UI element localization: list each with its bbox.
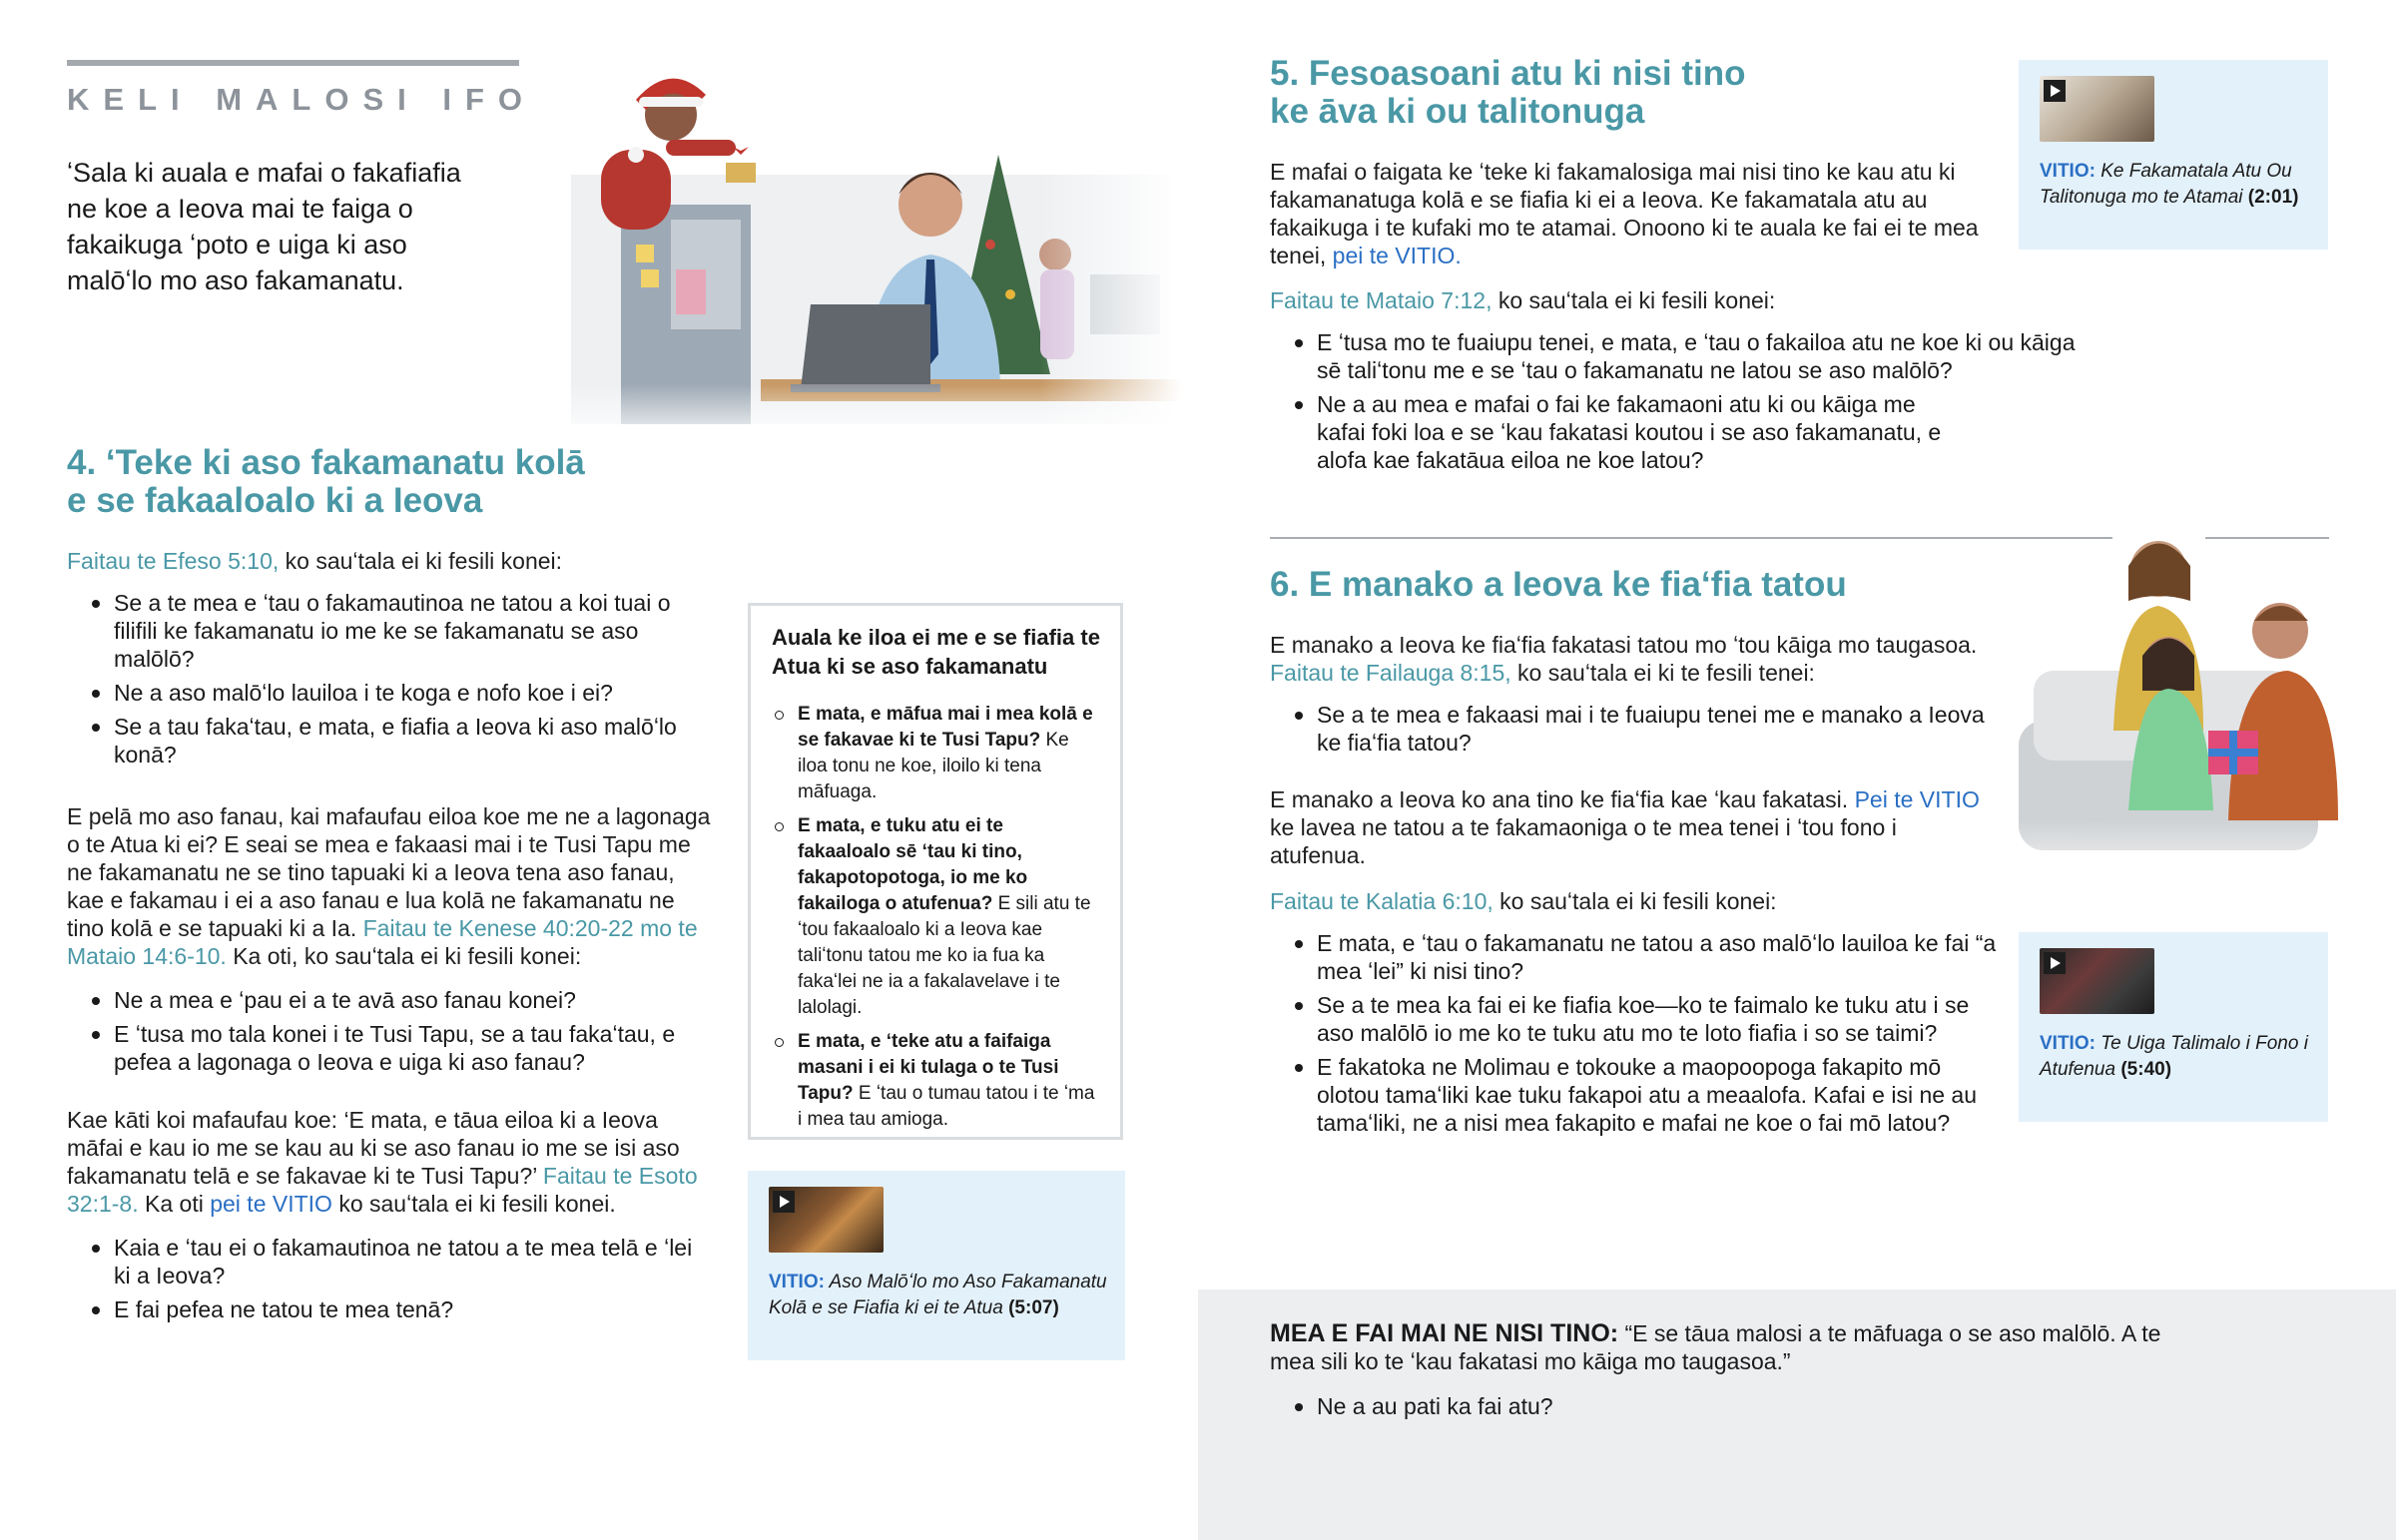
- section6-read2-ref[interactable]: Faitau te Kalatia 6:10,: [1270, 888, 1494, 914]
- section5-video-link[interactable]: pei te VITIO.: [1332, 243, 1462, 268]
- list-item: Ne a au mea e mafai o fai ke fakamaoni atu ki ou kāiga me kafai foki loa e se ʻkau fakatasi koutou i se aso fakamanatu, e alofa kae fakatāua eiloa ne koe latou?: [1270, 390, 1966, 474]
- sidebox-item-answer: E ʻtau o tumau tatou i te ʻma i mea tau amioga.: [798, 1083, 1095, 1130]
- section5-read-ref[interactable]: Faitau te Mataio 7:12,: [1270, 287, 1493, 313]
- video-caption: [769, 1270, 1108, 1321]
- section4-bullets2: [67, 986, 706, 1082]
- footer-bullets: [1270, 1392, 1969, 1426]
- video-duration: (5:40): [2120, 1059, 2172, 1080]
- video-label: VITIO:: [2040, 161, 2096, 182]
- section4-para2-video-link[interactable]: pei te VITIO: [210, 1191, 332, 1217]
- section4-para2-text: Kae kāti koi mafaufau koe: ‘E mata, e tāua eiloa ki a Ieova māfai e kau io me se kau au ki se aso fanau io me se isi aso fakamanatu telā e se fakavae ki te Tusi Tapu?’: [67, 1107, 680, 1189]
- office-christmas-illustration: [511, 55, 1182, 444]
- section5-bullets: [1270, 328, 2089, 480]
- sidebox-item: [772, 702, 1096, 805]
- section4-para2-ref[interactable]: Faitau te Esoto 32:1-8.: [67, 1163, 698, 1217]
- section6-bullets2: [1270, 929, 1999, 1143]
- video-caption: [2040, 1031, 2319, 1083]
- section4-read1: [67, 547, 726, 575]
- section5-heading: 5. Fesoasoani atu ki nisi tino ke āva ki ou talitonuga: [1270, 54, 1746, 131]
- list-item: Ne a mea e ʻpau ei a te avā aso fanau konei?: [67, 986, 706, 1014]
- video-thumbnail[interactable]: [2040, 76, 2154, 142]
- list-item: Se a te mea e fakaasi mai i te fuaiupu tenei me e manako a Ieova ke fiaʻfia tatou?: [1270, 701, 1999, 757]
- sidebox-item-question: E mata, e tuku atu ei te fakaaloalo sē ʻtau ki tino, fakapotopotoga, io me ko fakailoga o atufenua?: [798, 815, 1028, 914]
- play-icon[interactable]: [2044, 952, 2066, 974]
- section6-para2: [1270, 785, 1989, 869]
- section6-para2-end: ke lavea ne tatou a te fakamaoniga o te mea tenei i ʻtou fono i atufenua.: [1270, 814, 1897, 868]
- footer-panel: [1198, 1289, 2396, 1540]
- section6-para1: [1270, 631, 1999, 687]
- sidebox-item-question: E mata, e māfua mai i mea kolā e se fakavae ki te Tusi Tapu?: [798, 704, 1093, 751]
- section6-read2: [1270, 887, 1989, 915]
- sidebox-item-answer: Ke iloa tonu ne koe, iloilo ki tena māfuaga.: [798, 730, 1069, 802]
- video-card-hospitality[interactable]: [2019, 932, 2328, 1122]
- intro-title: KELI MALOSI IFO: [67, 82, 537, 117]
- section4-para1: [67, 802, 716, 970]
- footer-quote: “E se tāua malosi a te māfuaga o se aso malōlō. A te mea sili ko te ʻkau fakatasi mo kāiga mo taugasoa.”: [1270, 1320, 2161, 1374]
- video-title[interactable]: Te Uiga Talimalo i Fono i Atufenua: [2040, 1033, 2308, 1080]
- section4-para2: [67, 1106, 716, 1218]
- section4-bullets3: [67, 1234, 706, 1329]
- sidebox-title: Auala ke iloa ei me e se fiafia te Atua ki se aso fakamanatu: [772, 625, 1100, 679]
- footer-label: MEA E FAI MAI NE NISI TINO:: [1270, 1319, 1619, 1347]
- list-item: Ne a aso malōʻlo lauiloa i te koga e nofo koe i ei?: [67, 679, 706, 707]
- video-duration: (5:07): [1008, 1297, 1059, 1318]
- sidebox-item-answer: E sili atu te ʻtou fakaaloalo ki a Ieova kae taliʻtonu tatou me ko ia fua ka fakaʻlei ne ia a fakalavelave i te lalolagi.: [798, 893, 1091, 1018]
- section5-para: [1270, 158, 1989, 269]
- section6-para2-text: E manako a Ieova ko ana tino ke fiaʻfia kae ʻkau fakatasi.: [1270, 786, 1849, 812]
- section4-bullets1: [67, 589, 706, 774]
- play-icon[interactable]: [2044, 80, 2066, 102]
- video-label: VITIO:: [2040, 1033, 2096, 1054]
- sidebox-item: [772, 1029, 1096, 1133]
- section4-heading: 4. ʻTeke ki aso fakamanatu kolā e se fakaaloalo ki a Ieova: [67, 443, 585, 520]
- list-item: Se a te mea e ʻtau o fakamautinoa ne tatou a koi tuai o filifili ke fakamanatu io me ke se fakamanatu se aso malōlō?: [67, 589, 706, 673]
- play-icon[interactable]: [773, 1191, 795, 1213]
- section6-para1-text: E manako a Ieova ke fiaʻfia fakatasi tatou mo ʻtou kāiga mo taugasoa.: [1270, 632, 1978, 658]
- section6-read2-rest: ko sauʻtala ei ki fesili konei:: [1493, 888, 1777, 914]
- section4-read1-rest: ko sauʻtala ei ki fesili konei:: [279, 548, 563, 574]
- list-item: E ʻtusa mo tala konei i te Tusi Tapu, se a tau fakaʻtau, e pefea a lagonaga o Ieova e uiga ki aso fanau?: [67, 1020, 706, 1076]
- list-item: E ʻtusa mo te fuaiupu tenei, e mata, e ʻtau o fakailoa atu ne koe ki ou kāiga sē taliʻtonu me e se ʻtau o fakamanatu ne latou se aso malōlō?: [1270, 328, 2089, 384]
- list-item: E fai pefea ne tatou te mea tenā?: [67, 1295, 706, 1323]
- section4-read1-ref[interactable]: Faitau te Efeso 5:10,: [67, 548, 280, 574]
- section-divider: [1270, 537, 2112, 539]
- section5-read: [1270, 286, 1989, 314]
- section4-para1-end: Ka oti, ko sauʻtala ei ki fesili konei:: [226, 943, 582, 969]
- list-item: E mata, e ʻtau o fakamanatu ne tatou a aso malōʻlo lauiloa ke fai “a mea ʻlei” ki nisi tino?: [1270, 929, 1999, 985]
- video-card-holidays[interactable]: [748, 1171, 1125, 1360]
- section6-read1-ref[interactable]: Faitau te Failauga 8:15,: [1270, 660, 1511, 686]
- intro-rule: [67, 60, 519, 66]
- list-item: Se a tau fakaʻtau, e mata, e fiafia a Ieova ki aso malōʻlo konā?: [67, 713, 706, 769]
- section5-para-text: E mafai o faigata ke ʻteke ki fakamalosiga mai nisi tino ke kau atu ki fakamanatuga kolā e se fiafia ki ei a Ieova. Ke fakamatala atu au fakaikuga i te kufaki mo te atamai. Onoono ki te auala ke fai ei te mea tenei,: [1270, 159, 1979, 268]
- section6-heading: 6. E manako a Ieova ke fiaʻfia tatou: [1270, 565, 1847, 604]
- section6-video-link[interactable]: Pei te VITIO: [1854, 786, 1980, 812]
- list-item: Ne a au pati ka fai atu?: [1270, 1392, 1969, 1420]
- section4-para2-mid: Ka oti: [138, 1191, 211, 1217]
- video-label: VITIO:: [769, 1272, 825, 1292]
- section5-read-rest: ko sauʻtala ei ki fesili konei:: [1492, 287, 1776, 313]
- video-thumbnail[interactable]: [2040, 948, 2154, 1014]
- video-card-explain-beliefs[interactable]: [2019, 60, 2328, 250]
- video-title[interactable]: Aso Malōʻlo mo Aso Fakamanatu Kolā e se Fiafia ki ei te Atua: [769, 1272, 1107, 1318]
- video-caption: [2040, 159, 2319, 211]
- intro-text: ʻSala ki auala e mafai o fakafiafia ne koe a Ieova mai te faiga o fakaikuga ʻpoto e uiga ki aso malōʻlo mo aso fakamanatu.: [67, 158, 461, 295]
- footer-text: [1270, 1319, 2188, 1375]
- list-item: E fakatoka ne Molimau e tokouke a maopoopoga fakapito mō olotou tamaʻliki kae tuku fakapoi atu a meaalofa. Kafai e isi ne au tamaʻliki, ne a nisi mea fakapito e mafai ne koe o fai mō latou?: [1270, 1053, 1999, 1137]
- sidebox: [748, 603, 1123, 1140]
- family-gift-illustration: [2019, 521, 2338, 900]
- list-item: Se a te mea ka fai ei ke fiafia koe—ko te faimalo ke tuku atu i se aso malōlō io me ko te tuku atu mo te loto fiafia i so se taimi?: [1270, 991, 1999, 1047]
- video-duration: (2:01): [2247, 187, 2299, 208]
- section4-para1-ref[interactable]: Faitau te Kenese 40:20-22 mo te Mataio 14:6-10.: [67, 915, 698, 969]
- section4-para1-text: E pelā mo aso fanau, kai mafaufau eiloa koe me ne a lagonaga o te Atua ki ei? E seai se mea e fakaasi mai i te Tusi Tapu me ne fakamanatu ne se tino tapuaki ki a Ieova tena aso fanau, kae e fakamau i ei a aso fanau e lua kolā ne fakamanatu ne tino kolā e se tapuaki ki a Ia.: [67, 803, 711, 941]
- section4-para2-end: ko sauʻtala ei ki fesili konei.: [331, 1191, 616, 1217]
- list-item: Kaia e ʻtau ei o fakamautinoa ne tatou a te mea telā e ʻlei ki a Ieova?: [67, 1234, 706, 1289]
- video-thumbnail[interactable]: [769, 1187, 884, 1253]
- video-title[interactable]: Ke Fakamatala Atu Ou Talitonuga mo te Atamai: [2040, 161, 2292, 208]
- section6-bullets1: [1270, 701, 1999, 763]
- sidebox-item: [772, 813, 1096, 1021]
- sidebox-item-question: E mata, e ʻteke atu a faifaiga masani i ei ki tulaga o te Tusi Tapu?: [798, 1031, 1059, 1104]
- sidebox-list: [772, 702, 1096, 1141]
- section6-read1-rest: ko sauʻtala ei ki te fesili tenei:: [1510, 660, 1815, 686]
